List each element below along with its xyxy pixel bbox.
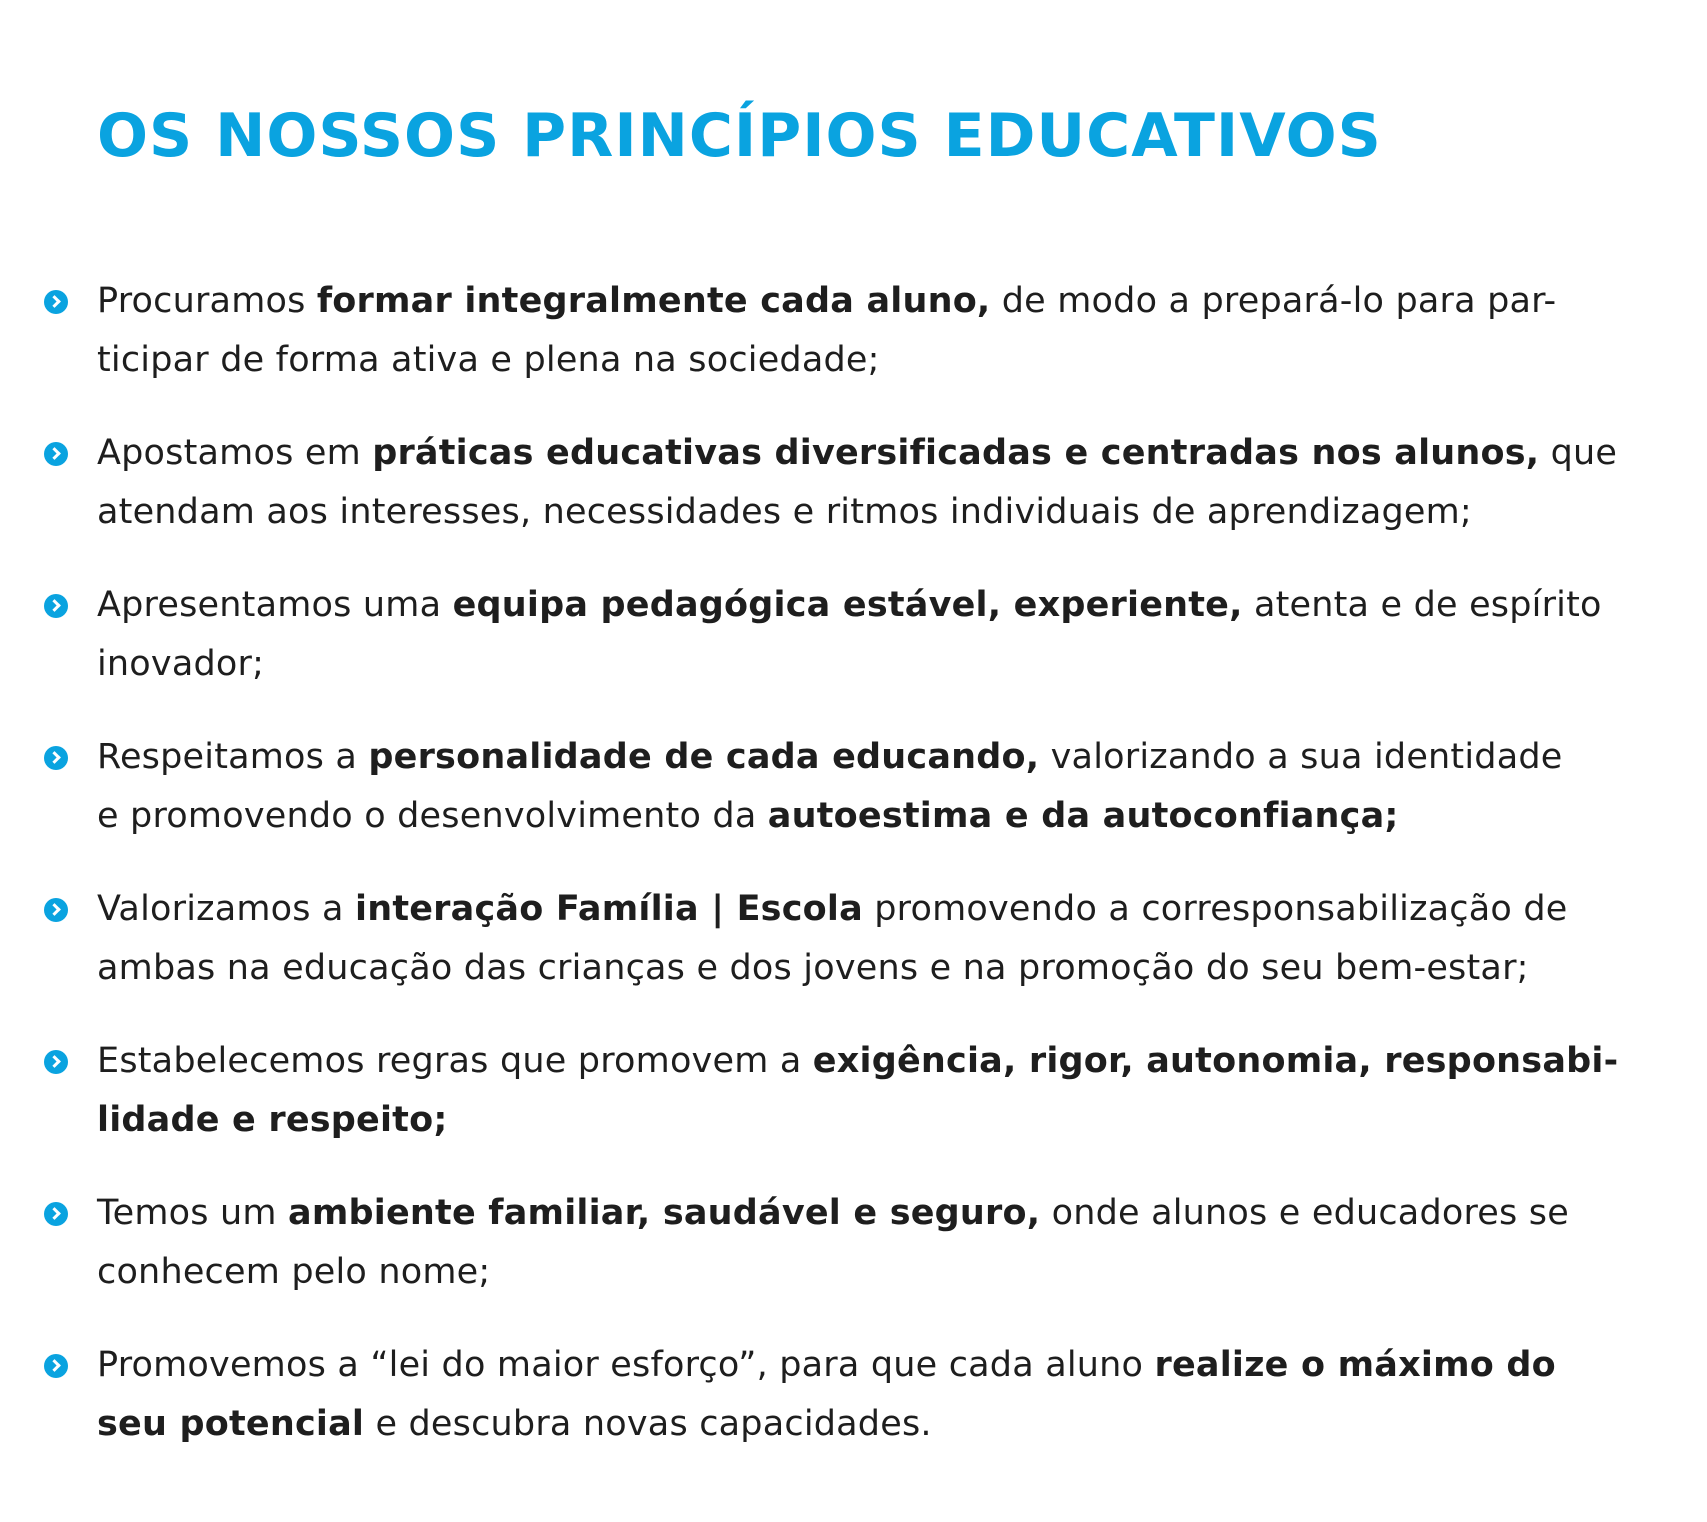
page-title: OS NOSSOS PRINCÍPIOS EDUCATIVOS	[97, 101, 1382, 171]
item-line-1	[97, 1184, 1684, 1243]
item-text-bold: equipa pedagógica estável, experiente,	[452, 585, 1243, 625]
chevron-right-circle-icon	[44, 746, 68, 770]
chevron-right-circle-icon	[44, 1202, 68, 1226]
item-text-bold: exigência, rigor, autonomia, responsabi-	[812, 1041, 1619, 1081]
item-line-2	[97, 635, 1684, 694]
item-line-1	[97, 1032, 1684, 1091]
item-text-bold: formar integralmente cada aluno,	[316, 281, 991, 321]
item-text-bold: interação Família | Escola	[355, 889, 863, 929]
item-line-1	[97, 272, 1684, 331]
item-text: onde alunos e educadores se	[1040, 1193, 1569, 1233]
item-line-2	[97, 1395, 1684, 1454]
chevron-right-circle-icon	[44, 442, 68, 466]
list-item	[44, 1184, 1684, 1336]
item-text: promovendo a corresponsabilização de	[862, 889, 1568, 929]
item-text: Promovemos a “lei do maior esforço”, para que cada aluno	[97, 1345, 1155, 1385]
item-text-bold: lidade e respeito;	[97, 1100, 448, 1140]
item-text: atendam aos interesses, necessidades e ritmos individuais de aprendizagem;	[97, 492, 1472, 532]
item-line-2	[97, 787, 1684, 846]
item-text-bold: práticas educativas diversificadas e centradas nos alunos,	[372, 433, 1540, 473]
item-text: Valorizamos a	[97, 889, 355, 929]
item-line-1	[97, 576, 1684, 635]
item-text: e promovendo o desenvolvimento da	[97, 796, 768, 836]
item-line-1	[97, 1336, 1684, 1395]
principles-list	[44, 272, 1684, 1488]
item-text: inovador;	[97, 644, 265, 684]
item-text: Apresentamos uma	[97, 585, 453, 625]
item-text-bold: seu potencial	[97, 1404, 365, 1444]
item-line-2	[97, 1091, 1684, 1150]
chevron-right-circle-icon	[44, 1354, 68, 1378]
list-item	[44, 728, 1684, 880]
item-text-bold: ambiente familiar, saudável e seguro,	[288, 1193, 1041, 1233]
item-line-1	[97, 424, 1684, 483]
item-text: Procuramos	[97, 281, 317, 321]
item-text: de modo a prepará-lo para par-	[990, 281, 1557, 321]
list-item	[44, 272, 1684, 424]
chevron-right-circle-icon	[44, 1050, 68, 1074]
item-text: conhecem pelo nome;	[97, 1252, 491, 1292]
item-text: que	[1539, 433, 1618, 473]
item-line-1	[97, 880, 1684, 939]
item-line-2	[97, 1243, 1684, 1302]
item-line-2	[97, 939, 1684, 998]
item-line-2	[97, 331, 1684, 390]
list-item	[44, 576, 1684, 728]
chevron-right-circle-icon	[44, 594, 68, 618]
item-text-bold: realize o máximo do	[1154, 1345, 1556, 1385]
item-text: atenta e de espírito	[1242, 585, 1602, 625]
chevron-right-circle-icon	[44, 290, 68, 314]
item-text-bold: autoestima e da autoconfiança;	[767, 796, 1399, 836]
item-text-bold: personalidade de cada educando,	[368, 737, 1040, 777]
item-text: Temos um	[97, 1193, 289, 1233]
item-text: ambas na educação das crianças e dos jovens e na promoção do seu bem-estar;	[97, 948, 1529, 988]
item-text: valorizando a sua identidade	[1039, 737, 1563, 777]
list-item	[44, 880, 1684, 1032]
item-text: Estabelecemos regras que promovem a	[97, 1041, 813, 1081]
item-text: ticipar de forma ativa e plena na sociedade;	[97, 340, 880, 380]
list-item	[44, 424, 1684, 576]
list-item	[44, 1336, 1684, 1488]
list-item	[44, 1032, 1684, 1184]
item-line-2	[97, 483, 1684, 542]
item-text: Respeitamos a	[97, 737, 369, 777]
item-line-1	[97, 728, 1684, 787]
item-text: Apostamos em	[97, 433, 373, 473]
item-text: e descubra novas capacidades.	[364, 1404, 932, 1444]
chevron-right-circle-icon	[44, 898, 68, 922]
